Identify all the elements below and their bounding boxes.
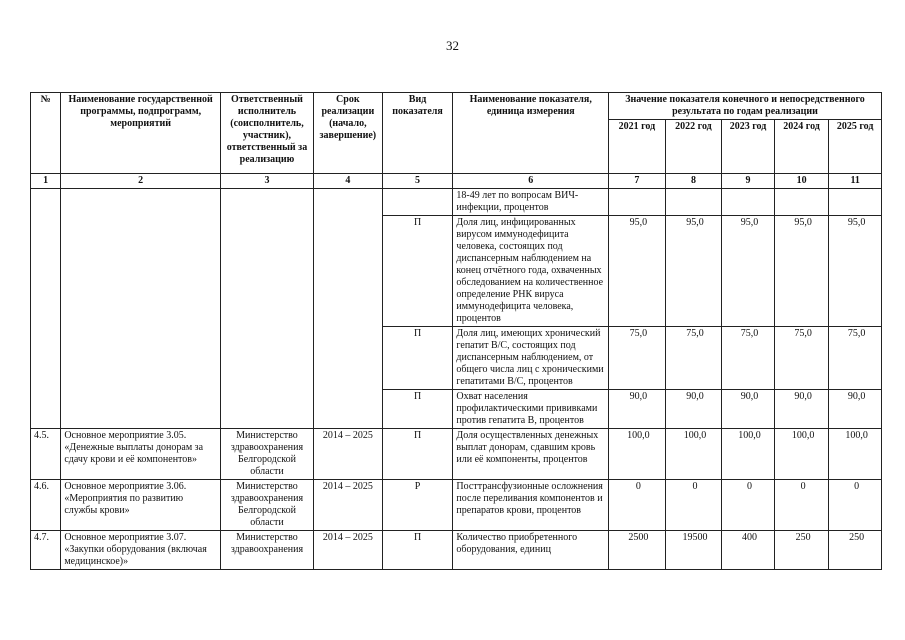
column-number: 10 — [774, 174, 829, 189]
header-year: 2025 год — [829, 120, 882, 174]
value-2023: 400 — [722, 531, 775, 570]
column-number: 4 — [313, 174, 382, 189]
indicator-name: Доля осуществленных денежных выплат донорам, сдавшим кровь или её компоненты, процентов — [453, 429, 609, 480]
header-row — [31, 93, 882, 120]
column-number: 9 — [722, 174, 775, 189]
table-row — [31, 480, 882, 531]
value-2022: 0 — [665, 480, 722, 531]
indicators-table — [30, 92, 882, 570]
row-number: 4.7. — [31, 531, 61, 570]
value-2024: 95,0 — [774, 216, 829, 327]
value-2024: 100,0 — [774, 429, 829, 480]
responsible: Министерство здравоохранения Белгородской области — [221, 480, 314, 531]
value-2023: 0 — [722, 480, 775, 531]
header-year: 2023 год — [722, 120, 775, 174]
value-2021: 100,0 — [609, 429, 666, 480]
row-number: 4.6. — [31, 480, 61, 531]
table-row — [31, 531, 882, 570]
indicator-name: Доля лиц, имеющих хронический гепатит В/С, состоящих под диспансерным наблюдением, от общего числа лиц с хроническими гепатитами В/С, процентов — [453, 327, 609, 390]
header-period: Срок реализации (начало, завершение) — [313, 93, 382, 174]
header-indicator-name: Наименование показателя, единица измерения — [453, 93, 609, 174]
indicator-type: Р — [382, 480, 453, 531]
value-2025: 95,0 — [829, 216, 882, 327]
header-year: 2021 год — [609, 120, 666, 174]
period: 2014 – 2025 — [313, 429, 382, 480]
value-2023: 75,0 — [722, 327, 775, 390]
column-number: 7 — [609, 174, 666, 189]
header-responsible: Ответственный исполнитель (соисполнитель, участник), ответственный за реализацию — [221, 93, 314, 174]
indicator-type: П — [382, 429, 453, 480]
value-2021: 75,0 — [609, 327, 666, 390]
event-name: Основное мероприятие 3.06. «Мероприятия по развитию службы крови» — [61, 480, 221, 531]
event-name: Основное мероприятие 3.07. «Закупки оборудования (включая медицинское)» — [61, 531, 221, 570]
header-name: Наименование государственной программы, подпрограмм, мероприятий — [61, 93, 221, 174]
column-number: 2 — [61, 174, 221, 189]
value-2022: 90,0 — [665, 390, 722, 429]
indicator-name: Доля лиц, инфицированных вирусом иммунодефицита человека, состоящих под диспансерным наблюдением на конец отчётного года, охваченных обследованием на количественное определение РНК вируса иммунодефицита человека, процентов — [453, 216, 609, 327]
period: 2014 – 2025 — [313, 480, 382, 531]
row-number: 4.5. — [31, 429, 61, 480]
responsible: Министерство здравоохранения — [221, 531, 314, 570]
value-2025: 250 — [829, 531, 882, 570]
value-2022: 95,0 — [665, 216, 722, 327]
header-no: № — [31, 93, 61, 174]
value-2021: 0 — [609, 480, 666, 531]
value-2022: 100,0 — [665, 429, 722, 480]
table-row — [31, 429, 882, 480]
value-2025: 75,0 — [829, 327, 882, 390]
value-2024: 75,0 — [774, 327, 829, 390]
event-name: Основное мероприятие 3.05. «Денежные выплаты донорам за сдачу крови и её компонентов» — [61, 429, 221, 480]
value-2022: 75,0 — [665, 327, 722, 390]
indicator-name: Количество приобретенного оборудования, единиц — [453, 531, 609, 570]
value-2023: 100,0 — [722, 429, 775, 480]
column-number: 3 — [221, 174, 314, 189]
period: 2014 – 2025 — [313, 531, 382, 570]
header-year: 2022 год — [665, 120, 722, 174]
responsible: Министерство здравоохранения Белгородской области — [221, 429, 314, 480]
column-number: 6 — [453, 174, 609, 189]
value-2024: 90,0 — [774, 390, 829, 429]
indicator-name: Охват населения профилактическими прививками против гепатита В, процентов — [453, 390, 609, 429]
value-2024: 250 — [774, 531, 829, 570]
value-2023: 90,0 — [722, 390, 775, 429]
value-2021: 95,0 — [609, 216, 666, 327]
table-row — [31, 189, 882, 216]
column-number: 8 — [665, 174, 722, 189]
indicator-type: П — [382, 390, 453, 429]
indicator-type: П — [382, 531, 453, 570]
header-values-group: Значение показателя конечного и непосредственного результата по годам реализации — [609, 93, 882, 120]
header-indicator-type: Вид показателя — [382, 93, 453, 174]
value-2025: 0 — [829, 480, 882, 531]
column-number: 1 — [31, 174, 61, 189]
value-2021: 90,0 — [609, 390, 666, 429]
column-number: 11 — [829, 174, 882, 189]
indicator-type: П — [382, 216, 453, 327]
header-year: 2024 год — [774, 120, 829, 174]
value-2025: 90,0 — [829, 390, 882, 429]
value-2024: 0 — [774, 480, 829, 531]
value-2023: 95,0 — [722, 216, 775, 327]
indicator-name: 18-49 лет по вопросам ВИЧ-инфекции, процентов — [453, 189, 609, 216]
column-numbers-row — [31, 174, 882, 189]
indicator-type: П — [382, 327, 453, 390]
value-2022: 19500 — [665, 531, 722, 570]
column-number: 5 — [382, 174, 453, 189]
indicator-name: Посттрансфузионные осложнения после переливания компонентов и препаратов крови, процентов — [453, 480, 609, 531]
value-2025: 100,0 — [829, 429, 882, 480]
value-2021: 2500 — [609, 531, 666, 570]
page-number: 32 — [446, 38, 459, 53]
